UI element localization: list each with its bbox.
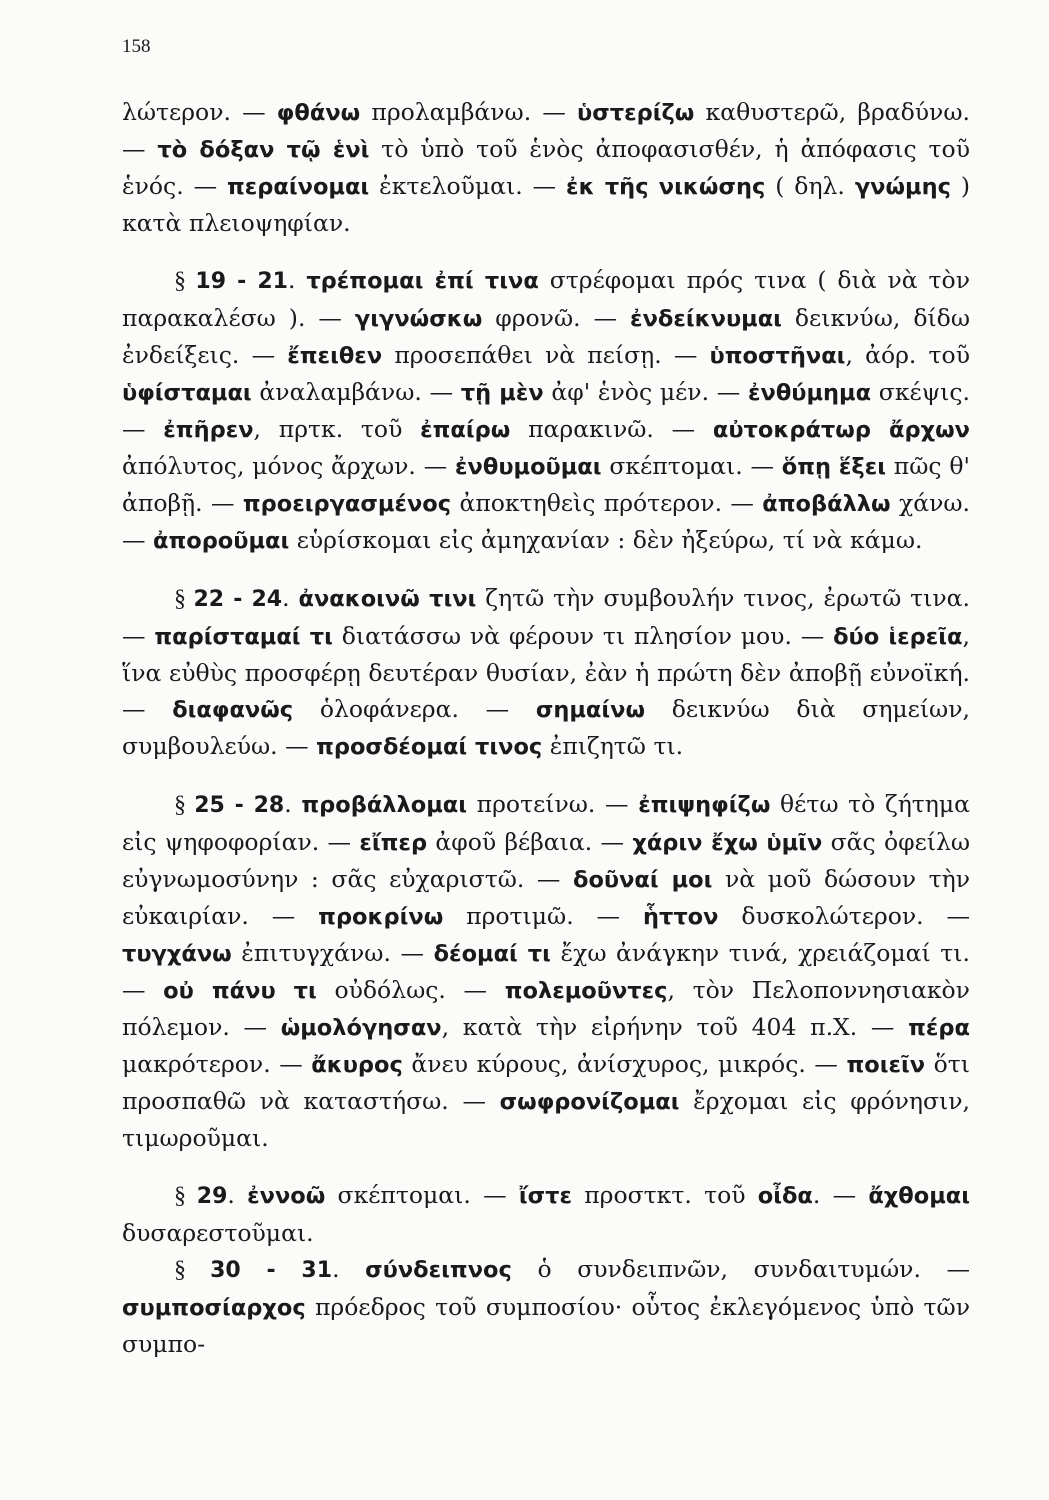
gloss-text: , ἀόρ. τοῦ	[845, 341, 970, 369]
section-sign: §	[174, 792, 195, 818]
headword: τὸ δόξαν τῷ ἑνὶ	[157, 137, 370, 163]
headword: παρίσταμαί τι	[154, 624, 333, 650]
gloss-text: ἀναλαμβάνω. —	[251, 378, 461, 406]
headword: ὅπῃ	[781, 454, 832, 480]
gloss-text: προτείνω. —	[467, 790, 639, 818]
gloss-text: νὰ μοῦ δώσουν τὴν εὐκαιρίαν. —	[122, 865, 970, 930]
headword: ἐννοῶ	[247, 1183, 326, 1209]
headword: δύο ἱερεῖα	[833, 624, 963, 650]
gloss-text: .	[332, 1255, 366, 1283]
headword: φθάνω	[276, 100, 361, 126]
paragraph	[122, 94, 970, 241]
headword: ἀποροῦμαι	[152, 528, 290, 554]
headword: οὐ πάνυ τι	[163, 978, 317, 1004]
gloss-text: ἐπιζητῶ τι.	[542, 732, 684, 760]
headword: γιγνώσκω	[354, 306, 483, 332]
headword: σωφρονίζομαι	[499, 1089, 680, 1115]
gloss-text: τὸ ὑπὸ τοῦ ἑνὸς ἀποφασισθέν, ἡ ἀπόφασις τοῦ ἑνός. —	[122, 135, 970, 200]
headword: ἄκυρος	[311, 1052, 403, 1078]
gloss-text: ἐκτελοῦμαι. —	[369, 172, 567, 200]
gloss-text: ἄνευ κύρους, ἀνίσχυρος, μικρός. —	[402, 1050, 847, 1078]
headword: ἄχθομαι	[868, 1183, 970, 1209]
gloss-text: ) κατὰ πλειοψηφίαν.	[122, 172, 971, 237]
headword: ὑποστῆναι	[709, 343, 846, 369]
headword: περαίνομαι	[226, 174, 370, 200]
gloss-text: δυσκολώτερον. —	[718, 902, 970, 930]
gloss-text: σκέπτομαι. —	[325, 1181, 519, 1209]
section-number: 22 - 24	[193, 587, 283, 612]
headword: σύνδειπνος	[365, 1257, 512, 1283]
headword: συμποσίαρχος	[122, 1295, 306, 1321]
headword: αὐτοκράτωρ ἄρχων	[712, 417, 970, 443]
gloss-text: ἔρχομαι εἰς φρόνησιν, τιμωροῦμαι.	[122, 1087, 970, 1152]
headword: σημαίνω	[535, 697, 646, 723]
gloss-text: ( δηλ.	[765, 172, 855, 200]
gloss-text: ὁ συνδειπνῶν, συνδαιτυμών. —	[511, 1255, 971, 1283]
section-sign: §	[174, 268, 196, 294]
section-number: 29	[196, 1184, 228, 1209]
gloss-text: λώτερον. —	[122, 98, 277, 126]
gloss-text: δυσαρεστοῦμαι.	[122, 1219, 314, 1247]
gloss-text: . —	[812, 1181, 869, 1209]
headword: ἧττον	[642, 904, 719, 930]
gloss-text: προστκτ. τοῦ	[572, 1181, 758, 1209]
gloss-text: πρόεδρος τοῦ συμποσίου· οὗτος ἐκλεγόμενος ὑπὸ τῶν συμπο-	[122, 1293, 970, 1358]
gloss-text: μακρότερον. —	[122, 1050, 312, 1078]
headword: ἐνθυμοῦμαι	[455, 454, 602, 480]
paragraph	[122, 262, 970, 559]
headword: πολεμοῦντες	[504, 978, 668, 1004]
gloss-text	[831, 452, 839, 480]
gloss-text: , πρτκ. τοῦ	[253, 415, 421, 443]
headword: πέρα	[908, 1015, 970, 1041]
gloss-text: , ἵνα εὐθὺς προσφέρῃ δευτέραν θυσίαν, ἐὰν ἡ πρώτη δὲν ἀποβῇ εὐνοϊκή. —	[122, 622, 970, 723]
gloss-text: σκέπτομαι. —	[601, 452, 782, 480]
gloss-text: .	[282, 584, 299, 612]
headword: προκρίνω	[318, 904, 444, 930]
gloss-text: ἐπιτυγχάνω. —	[231, 939, 434, 967]
headword: ἔπειθεν	[287, 343, 383, 369]
headword: ὑφίσταμαι	[122, 380, 252, 406]
page-number: 158	[122, 36, 151, 57]
gloss-text: .	[287, 266, 307, 294]
section-sign: §	[174, 586, 194, 612]
gloss-text: φρονῶ. —	[482, 304, 631, 332]
headword: ἐπιψηφίζω	[638, 792, 771, 818]
gloss-text: , κατὰ τὴν εἰρήνην τοῦ 404 π.Χ. —	[441, 1013, 909, 1041]
gloss-text: πῶς θ' ἀποβῇ. —	[122, 452, 970, 517]
headword: τῇ μὲν	[460, 380, 544, 406]
gloss-text: παρακινῶ. —	[510, 415, 713, 443]
headword: ἀποβάλλω	[762, 491, 891, 517]
headword: δοῦναί μοι	[573, 867, 713, 893]
headword: ἀνακοινῶ τινι	[298, 586, 477, 612]
gloss-text: σᾶς ὀφείλω εὐγνωμοσύνην : σᾶς εὐχαριστῶ. —	[122, 828, 971, 893]
headword: ὡμολόγησαν	[280, 1015, 442, 1041]
gloss-text: διατάσσω νὰ φέρουν τι πλησίον μου. —	[332, 622, 834, 650]
gloss-text: εὑρίσκομαι εἰς ἀμηχανίαν : δὲν ἠξεύρω, τί νὰ κάμω.	[289, 526, 923, 554]
headword: ἴστε	[518, 1183, 572, 1209]
headword: ὑστερίζω	[577, 100, 695, 126]
headword: τυγχάνω	[122, 941, 232, 967]
gloss-text: σκέψις. —	[122, 378, 970, 443]
gloss-text: , τὸν Πελοποννησιακὸν πόλεμον. —	[122, 976, 970, 1041]
gloss-text: ἀποκτηθεὶς πρότερον. —	[451, 489, 763, 517]
gloss-text: .	[284, 790, 302, 818]
gloss-text: δεικνύω διὰ σημείων, συμβουλεύω. —	[122, 695, 970, 760]
gloss-text: ζητῶ τὴν συμβουλήν τινος, ἐρωτῶ τινα. —	[122, 584, 971, 650]
headword: προβάλλομαι	[301, 792, 468, 818]
paragraph	[122, 580, 970, 765]
gloss-text: ἀφοῦ βέβαια. —	[427, 828, 633, 856]
headword: δέομαί τι	[433, 941, 551, 967]
headword: διαφανῶς	[172, 697, 294, 723]
gloss-text: ὅτι προσπαθῶ νὰ καταστήσω. —	[122, 1050, 970, 1115]
section-number: 30 - 31	[210, 1258, 333, 1283]
section-sign: §	[174, 1257, 211, 1283]
headword: ποιεῖν	[846, 1052, 926, 1078]
headword: ἕξει	[838, 454, 886, 480]
headword: ἐκ τῆς νικώσης	[566, 174, 766, 200]
gloss-text: προτιμῶ. —	[443, 902, 643, 930]
section-number: 25 - 28	[194, 793, 285, 818]
headword: προειργασμένος	[242, 491, 452, 517]
headword: ἐνθύμημα	[747, 380, 872, 406]
gloss-text: προλαμβάνω. —	[360, 98, 578, 126]
headword: εἴπερ	[359, 830, 428, 856]
gloss-text: στρέφομαι πρός τινα ( διὰ νὰ τὸν παρακαλέσω ). —	[122, 266, 970, 332]
gloss-text: καθυστερῶ, βραδύνω. —	[122, 98, 970, 163]
gloss-text: δεικνύω, δίδω ἐνδείξεις. —	[122, 304, 970, 369]
body-text	[122, 94, 970, 1362]
paragraph	[122, 786, 970, 1156]
headword: προσδέομαί τινος	[316, 734, 543, 760]
gloss-text: οὐδόλως. —	[316, 976, 505, 1004]
section-sign: §	[174, 1183, 197, 1209]
gloss-text: .	[227, 1181, 248, 1209]
headword: οἶδα	[757, 1183, 813, 1209]
paragraph	[122, 1251, 970, 1362]
paragraph	[122, 1177, 970, 1251]
gloss-text: ἀπόλυτος, μόνος ἄρχων. —	[122, 452, 456, 480]
gloss-text: ἀφ' ἑνὸς μέν. —	[543, 378, 748, 406]
headword: χάριν ἔχω ὑμῖν	[632, 830, 823, 856]
headword: ἐνδείκνυμαι	[630, 306, 782, 332]
gloss-text: προσεπάθει νὰ πείσῃ. —	[382, 341, 710, 369]
gloss-text: θέτω τὸ ζήτημα εἰς ψηφοφορίαν. —	[122, 790, 970, 856]
section-number: 19 - 21	[195, 269, 288, 294]
headword: ἐπαίρω	[420, 417, 511, 443]
headword: τρέπομαι ἐπί τινα	[306, 268, 539, 294]
headword: γνώμης	[854, 174, 951, 200]
gloss-text: χάνω. —	[122, 489, 970, 554]
gloss-text: ἔχω ἀνάγκην τινά, χρειάζομαί τι. —	[122, 939, 970, 1004]
headword: ἐπῆρεν	[163, 417, 254, 443]
gloss-text: ὁλοφάνερα. —	[293, 695, 536, 723]
